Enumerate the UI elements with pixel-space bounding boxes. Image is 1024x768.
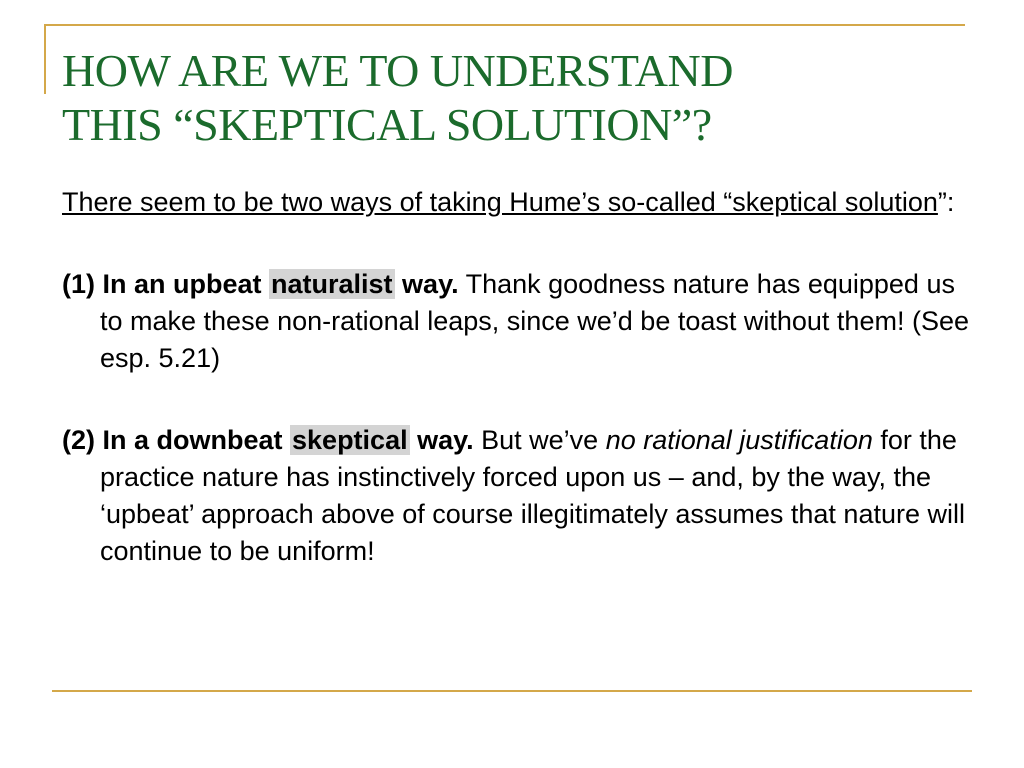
intro-paragraph [62, 184, 972, 221]
bottom-rule [52, 690, 972, 692]
point-1-paragraph [62, 266, 972, 377]
intro-underlined-text: There seem to be two ways of taking Hume’s so-called “skeptical solution [62, 187, 938, 217]
point-1-text: Thank goodness nature has equipped us to make these non-rational leaps, since we’d be toast without them! (See esp. 5.21) [100, 269, 969, 373]
point-1-lead-end: way. [394, 269, 459, 299]
title-line-2: THIS “SKEPTICAL SOLUTION”? [62, 99, 712, 150]
point-1-lead: (1) In an upbeat [62, 269, 270, 299]
slide-title [62, 44, 962, 152]
intro-tail: ”: [937, 187, 955, 217]
point-2-lead-end: way. [409, 425, 474, 455]
top-rule [44, 24, 965, 26]
point-2-text-after: for the practice nature has instinctively forced upon us – and, by the way, the ‘upbeat’ approach above of course illegitimately assumes that nature will continue to be uniform! [100, 425, 965, 566]
point-1-highlight: naturalist [271, 269, 393, 299]
slide-body [62, 184, 972, 615]
left-rule [44, 24, 46, 94]
point-2-lead: (2) In a downbeat [62, 425, 291, 455]
point-2-italic: no rational justification [605, 425, 873, 455]
point-2-paragraph [62, 422, 972, 570]
point-2-highlight: skeptical [292, 425, 408, 455]
point-2-text-before: But we’ve [473, 425, 606, 455]
title-line-1: HOW ARE WE TO UNDERSTAND [62, 45, 733, 96]
